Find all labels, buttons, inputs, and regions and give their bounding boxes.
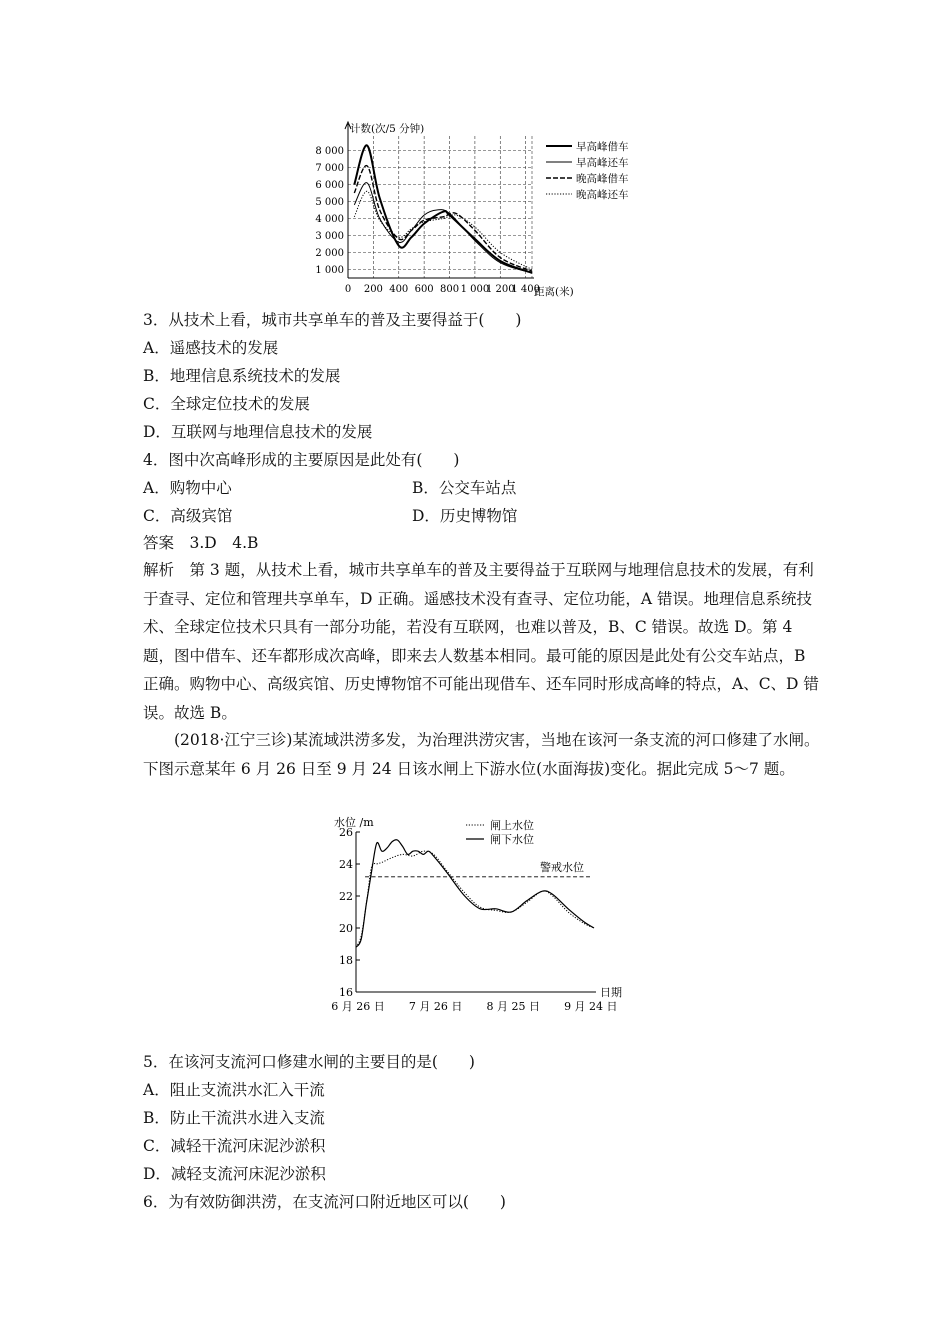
q3-option-d: D．互联网与地理信息技术的发展: [143, 423, 373, 441]
legend-label-1: 闸下水位: [490, 833, 534, 846]
series-line-0: [354, 145, 532, 273]
y-tick-label: 22: [339, 890, 353, 903]
x-tick-label: 6 月 26 日: [331, 1000, 385, 1013]
x-axis-label: 日期: [600, 986, 622, 999]
x-axis-label: 距离(米): [534, 286, 574, 298]
legend-label-0: 早高峰借车: [576, 141, 629, 153]
y-tick-label: 7 000: [315, 163, 344, 174]
y-tick-label: 4 000: [315, 214, 344, 225]
legend-label-2: 晚高峰借车: [576, 173, 629, 185]
y-tick-label: 6 000: [315, 180, 344, 191]
x-tick-label: 1 000: [460, 284, 490, 295]
y-tick-label: 20: [339, 922, 353, 935]
series-line-1: [354, 183, 532, 273]
y-tick-label: 24: [339, 858, 353, 871]
q4-stem: 4．图中次高峰形成的主要原因是此处有( ): [143, 451, 460, 469]
series-line-1: [356, 840, 594, 947]
legend-label-0: 闸上水位: [490, 819, 534, 832]
legend-label-1: 早高峰还车: [576, 157, 629, 169]
x-tick-label: 200: [363, 284, 383, 295]
q3-option-b: B．地理信息系统技术的发展: [143, 367, 341, 385]
q5-option-a: A．阻止支流洪水汇入干流: [143, 1081, 325, 1099]
x-tick-label: 400: [389, 284, 409, 295]
q3-stem: 3．从技术上看，城市共享单车的普及主要得益于( ): [143, 311, 522, 329]
q5-option-d: D．减轻支流河床泥沙淤积: [143, 1165, 326, 1183]
intro-paragraph: (2018·江宁三诊)某流域洪涝多发，为治理洪涝灾害，当地在该河一条支流的河口修建了水闸。下图示意某年 6 月 26 日至 9 月 24 日该水闸上下游水位(水面海拔)变化。据此完成 5～7 题。: [143, 731, 820, 778]
y-axis-label: 水位 /m: [334, 816, 374, 829]
q5-stem: 5．在该河支流河口修建水闸的主要目的是( ): [143, 1053, 475, 1071]
x-tick-label: 1 400: [511, 284, 540, 295]
x-tick-label: 0: [344, 284, 352, 295]
answer-line: 答案 3.D 4.B: [143, 534, 259, 552]
q4-option-b: B．公交车站点: [412, 479, 517, 497]
y-tick-label: 18: [339, 954, 353, 967]
q5-option-b: B．防止干流洪水进入支流: [143, 1109, 325, 1127]
y-tick-label: 2 000: [315, 248, 344, 259]
x-tick-label: 8 月 25 日: [486, 1000, 540, 1013]
q4-option-d: D．历史博物馆: [412, 507, 518, 525]
y-axis-label: 计数(次/5 分钟): [350, 123, 425, 135]
y-tick-label: 8 000: [315, 146, 344, 157]
q4-option-c: C．高级宾馆: [143, 507, 233, 525]
q3-option-c: C．全球定位技术的发展: [143, 395, 310, 413]
y-tick-label: 26: [339, 826, 353, 839]
analysis-paragraph: 解析 第 3 题，从技术上看，城市共享单车的普及主要得益于互联网与地理信息技术的发展，有利于查寻、定位和管理共享单车，D 正确。遥感技术没有查寻、定位功能，A 错误。地理信息系统技术、全球定位技术只具有一部分功能，若没有互联网，也难以普及，B、C 错误。故选 D。第 4 题，图中借车、还车都形成次高峰，即来去人数基本相同。最可能的原因是此处有公交车站点，B 正确。购物中心、高级宾馆、历史博物馆不可能出现借车、还车同时形成高峰的特点，A、C、D 错误。故选 B。: [143, 561, 819, 722]
x-tick-label: 600: [414, 284, 434, 295]
q5-option-c: C．减轻干流河床泥沙淤积: [143, 1137, 326, 1155]
y-tick-label: 16: [339, 986, 353, 999]
y-tick-label: 1 000: [315, 265, 344, 276]
y-tick-label: 3 000: [315, 231, 344, 242]
legend-label-3: 晚高峰还车: [576, 189, 629, 201]
bike-chart: [300, 118, 660, 303]
q6-stem: 6．为有效防御洪涝，在支流河口附近地区可以( ): [143, 1193, 506, 1211]
q4-option-a: A．购物中心: [143, 479, 232, 497]
x-tick-label: 9 月 24 日: [564, 1000, 618, 1013]
x-tick-label: 800: [439, 284, 460, 295]
x-tick-label: 7 月 26 日: [408, 1000, 463, 1013]
y-tick-label: 5 000: [315, 197, 344, 208]
warning-level-label: 警戒水位: [540, 860, 584, 874]
q3-option-a: A．遥感技术的发展: [143, 339, 279, 357]
x-tick-label: 1 200: [485, 284, 515, 295]
water-level-chart: [320, 812, 640, 1020]
